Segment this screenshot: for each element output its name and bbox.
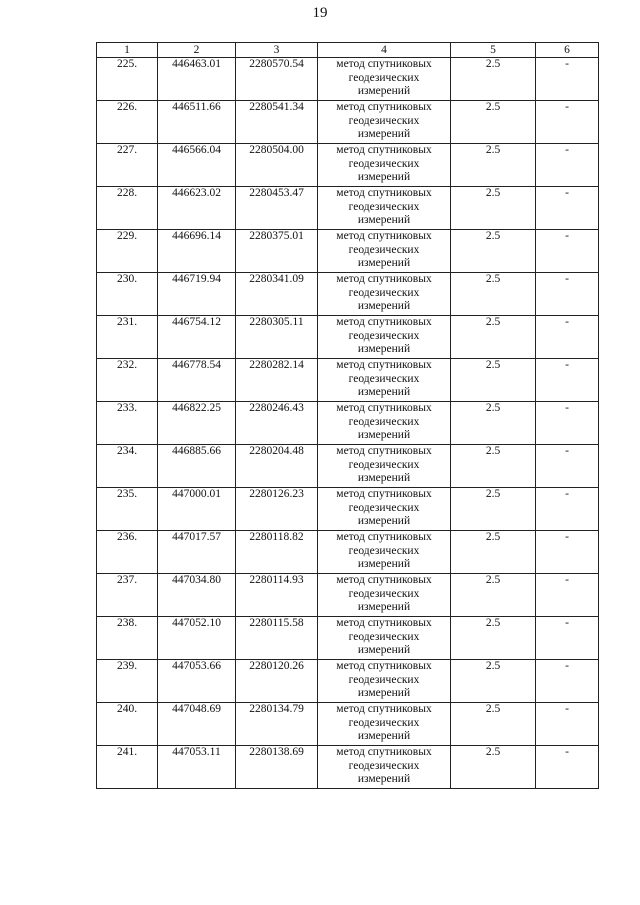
y-coordinate-cell: 2280453.47 xyxy=(236,187,318,230)
header-col-3: 3 xyxy=(236,43,318,58)
note-cell: - xyxy=(536,402,599,445)
method-text-line: геодезических xyxy=(348,415,420,428)
x-coordinate-cell: 446696.14 xyxy=(158,230,236,273)
method-text-line: метод спутниковых xyxy=(336,703,432,715)
method-text-line: геодезических xyxy=(348,759,420,772)
point-number-cell: 228. xyxy=(97,187,158,230)
method-cell xyxy=(318,402,451,445)
accuracy-cell: 2.5 xyxy=(451,359,536,402)
method-text-line: геодезических xyxy=(348,243,420,256)
method-text-line: метод спутниковых xyxy=(336,445,432,457)
table-row xyxy=(97,359,599,402)
method-text-line: геодезических xyxy=(348,114,420,127)
method-text-line: измерений xyxy=(357,558,411,570)
table-body xyxy=(97,58,599,789)
method-text-line: метод спутниковых xyxy=(336,58,432,70)
table-row xyxy=(97,445,599,488)
note-cell: - xyxy=(536,359,599,402)
accuracy-cell: 2.5 xyxy=(451,488,536,531)
method-text-line: геодезических xyxy=(348,200,420,213)
point-number-cell: 236. xyxy=(97,531,158,574)
method-cell xyxy=(318,488,451,531)
method-text-line: геодезических xyxy=(348,329,420,342)
method-text-line: метод спутниковых xyxy=(336,402,432,414)
method-cell xyxy=(318,660,451,703)
method-cell xyxy=(318,144,451,187)
note-cell: - xyxy=(536,574,599,617)
x-coordinate-cell: 446511.66 xyxy=(158,101,236,144)
method-text-line: геодезических xyxy=(348,673,420,686)
note-cell: - xyxy=(536,703,599,746)
method-text-line: метод спутниковых xyxy=(336,531,432,543)
note-cell: - xyxy=(536,316,599,359)
x-coordinate-cell: 446778.54 xyxy=(158,359,236,402)
x-coordinate-cell: 447048.69 xyxy=(158,703,236,746)
method-text-line: метод спутниковых xyxy=(336,230,432,242)
method-text-line: измерений xyxy=(357,214,411,226)
method-cell xyxy=(318,101,451,144)
y-coordinate-cell: 2280305.11 xyxy=(236,316,318,359)
method-text-line: измерений xyxy=(357,171,411,183)
table-row xyxy=(97,488,599,531)
accuracy-cell: 2.5 xyxy=(451,660,536,703)
table-row xyxy=(97,230,599,273)
x-coordinate-cell: 447053.11 xyxy=(158,746,236,789)
x-coordinate-cell: 446822.25 xyxy=(158,402,236,445)
point-number-cell: 232. xyxy=(97,359,158,402)
header-col-6: 6 xyxy=(536,43,599,58)
point-number-cell: 241. xyxy=(97,746,158,789)
method-text-line: метод спутниковых xyxy=(336,488,432,500)
accuracy-cell: 2.5 xyxy=(451,703,536,746)
method-text-line: геодезических xyxy=(348,587,420,600)
note-cell: - xyxy=(536,488,599,531)
table-row xyxy=(97,574,599,617)
method-cell xyxy=(318,230,451,273)
method-text-line: геодезических xyxy=(348,458,420,471)
header-col-5: 5 xyxy=(451,43,536,58)
header-row xyxy=(97,43,599,58)
accuracy-cell: 2.5 xyxy=(451,58,536,101)
point-number-cell: 226. xyxy=(97,101,158,144)
x-coordinate-cell: 446885.66 xyxy=(158,445,236,488)
x-coordinate-cell: 446754.12 xyxy=(158,316,236,359)
method-text-line: метод спутниковых xyxy=(336,273,432,285)
method-text-line: измерений xyxy=(357,85,411,97)
table-row xyxy=(97,144,599,187)
point-number-cell: 227. xyxy=(97,144,158,187)
y-coordinate-cell: 2280246.43 xyxy=(236,402,318,445)
table-row xyxy=(97,316,599,359)
accuracy-cell: 2.5 xyxy=(451,445,536,488)
method-text-line: геодезических xyxy=(348,157,420,170)
method-text-line: метод спутниковых xyxy=(336,316,432,328)
accuracy-cell: 2.5 xyxy=(451,402,536,445)
y-coordinate-cell: 2280504.00 xyxy=(236,144,318,187)
note-cell: - xyxy=(536,445,599,488)
x-coordinate-cell: 447000.01 xyxy=(158,488,236,531)
x-coordinate-cell: 446566.04 xyxy=(158,144,236,187)
page-number: 19 xyxy=(312,5,328,21)
method-text-line: измерений xyxy=(357,429,411,441)
method-cell xyxy=(318,746,451,789)
table-row xyxy=(97,273,599,316)
point-number-cell: 238. xyxy=(97,617,158,660)
table-row xyxy=(97,402,599,445)
x-coordinate-cell: 447017.57 xyxy=(158,531,236,574)
x-coordinate-cell: 447053.66 xyxy=(158,660,236,703)
y-coordinate-cell: 2280114.93 xyxy=(236,574,318,617)
method-text-line: измерений xyxy=(357,730,411,742)
note-cell: - xyxy=(536,617,599,660)
header-col-2: 2 xyxy=(158,43,236,58)
table-row xyxy=(97,703,599,746)
y-coordinate-cell: 2280126.23 xyxy=(236,488,318,531)
accuracy-cell: 2.5 xyxy=(451,144,536,187)
table-row xyxy=(97,58,599,101)
point-number-cell: 240. xyxy=(97,703,158,746)
method-cell xyxy=(318,187,451,230)
method-cell xyxy=(318,445,451,488)
method-text-line: измерений xyxy=(357,386,411,398)
method-cell xyxy=(318,574,451,617)
point-number-cell: 231. xyxy=(97,316,158,359)
method-cell xyxy=(318,273,451,316)
accuracy-cell: 2.5 xyxy=(451,617,536,660)
point-number-cell: 234. xyxy=(97,445,158,488)
accuracy-cell: 2.5 xyxy=(451,531,536,574)
method-text-line: измерений xyxy=(357,128,411,140)
table-row xyxy=(97,660,599,703)
method-text-line: измерений xyxy=(357,472,411,484)
table-header xyxy=(97,43,599,58)
x-coordinate-cell: 446463.01 xyxy=(158,58,236,101)
table-row xyxy=(97,531,599,574)
method-text-line: геодезических xyxy=(348,372,420,385)
method-cell xyxy=(318,617,451,660)
y-coordinate-cell: 2280375.01 xyxy=(236,230,318,273)
y-coordinate-cell: 2280204.48 xyxy=(236,445,318,488)
y-coordinate-cell: 2280118.82 xyxy=(236,531,318,574)
method-text-line: метод спутниковых xyxy=(336,660,432,672)
coordinates-table xyxy=(96,42,599,789)
point-number-cell: 230. xyxy=(97,273,158,316)
note-cell: - xyxy=(536,746,599,789)
method-text-line: метод спутниковых xyxy=(336,617,432,629)
method-text-line: геодезических xyxy=(348,630,420,643)
method-text-line: метод спутниковых xyxy=(336,746,432,758)
accuracy-cell: 2.5 xyxy=(451,316,536,359)
x-coordinate-cell: 446623.02 xyxy=(158,187,236,230)
accuracy-cell: 2.5 xyxy=(451,746,536,789)
method-cell xyxy=(318,703,451,746)
method-text-line: измерений xyxy=(357,515,411,527)
accuracy-cell: 2.5 xyxy=(451,230,536,273)
method-text-line: измерений xyxy=(357,644,411,656)
point-number-cell: 235. xyxy=(97,488,158,531)
method-text-line: геодезических xyxy=(348,716,420,729)
method-text-line: измерений xyxy=(357,300,411,312)
method-text-line: метод спутниковых xyxy=(336,187,432,199)
x-coordinate-cell: 446719.94 xyxy=(158,273,236,316)
table-row xyxy=(97,187,599,230)
method-cell xyxy=(318,359,451,402)
accuracy-cell: 2.5 xyxy=(451,273,536,316)
point-number-cell: 233. xyxy=(97,402,158,445)
method-text-line: измерений xyxy=(357,343,411,355)
note-cell: - xyxy=(536,273,599,316)
x-coordinate-cell: 447034.80 xyxy=(158,574,236,617)
note-cell: - xyxy=(536,531,599,574)
method-text-line: геодезических xyxy=(348,71,420,84)
accuracy-cell: 2.5 xyxy=(451,101,536,144)
method-text-line: измерений xyxy=(357,257,411,269)
method-cell xyxy=(318,316,451,359)
note-cell: - xyxy=(536,187,599,230)
point-number-cell: 237. xyxy=(97,574,158,617)
method-text-line: измерений xyxy=(357,601,411,613)
x-coordinate-cell: 447052.10 xyxy=(158,617,236,660)
accuracy-cell: 2.5 xyxy=(451,187,536,230)
y-coordinate-cell: 2280570.54 xyxy=(236,58,318,101)
point-number-cell: 229. xyxy=(97,230,158,273)
note-cell: - xyxy=(536,58,599,101)
y-coordinate-cell: 2280120.26 xyxy=(236,660,318,703)
header-col-4: 4 xyxy=(318,43,451,58)
table-row xyxy=(97,617,599,660)
method-cell xyxy=(318,531,451,574)
y-coordinate-cell: 2280541.34 xyxy=(236,101,318,144)
method-text-line: геодезических xyxy=(348,501,420,514)
method-text-line: метод спутниковых xyxy=(336,101,432,113)
header-col-1: 1 xyxy=(97,43,158,58)
method-text-line: геодезических xyxy=(348,544,420,557)
point-number-cell: 225. xyxy=(97,58,158,101)
note-cell: - xyxy=(536,101,599,144)
method-text-line: метод спутниковых xyxy=(336,359,432,371)
method-text-line: измерений xyxy=(357,773,411,785)
y-coordinate-cell: 2280282.14 xyxy=(236,359,318,402)
y-coordinate-cell: 2280138.69 xyxy=(236,746,318,789)
table-row xyxy=(97,101,599,144)
method-text-line: метод спутниковых xyxy=(336,144,432,156)
note-cell: - xyxy=(536,144,599,187)
method-text-line: геодезических xyxy=(348,286,420,299)
table-row xyxy=(97,746,599,789)
note-cell: - xyxy=(536,660,599,703)
accuracy-cell: 2.5 xyxy=(451,574,536,617)
method-cell xyxy=(318,58,451,101)
y-coordinate-cell: 2280115.58 xyxy=(236,617,318,660)
y-coordinate-cell: 2280341.09 xyxy=(236,273,318,316)
point-number-cell: 239. xyxy=(97,660,158,703)
note-cell: - xyxy=(536,230,599,273)
y-coordinate-cell: 2280134.79 xyxy=(236,703,318,746)
method-text-line: метод спутниковых xyxy=(336,574,432,586)
method-text-line: измерений xyxy=(357,687,411,699)
